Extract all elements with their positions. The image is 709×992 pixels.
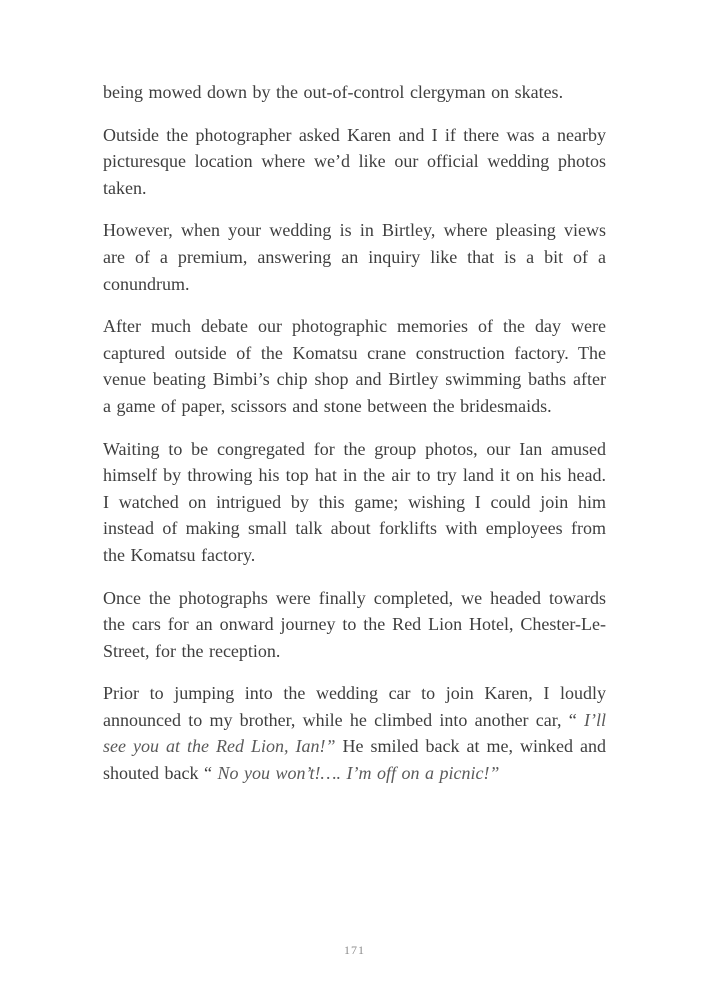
text-run: being mowed down by the out-of-control clergyman on skates. [103, 82, 564, 102]
paragraph [103, 122, 606, 202]
italic-text-run: I’ll see you at the Red Lion, Ian!” [103, 709, 606, 757]
text-run: Waiting to be congregated for the group photos, our Ian amused himself by throwing his top hat in the air to try land it on his head. I watched on intrigued by this game; wishing I could join him instead of making small talk about forklifts with employees from the Komatsu factory. [103, 438, 606, 565]
text-run: After much debate our photographic memories of the day were captured outside of the Komatsu crane construction factory. The venue beating Bimbi’s chip shop and Birtley swimming baths after a game of paper, scissors and stone between the bridesmaids. [103, 316, 606, 416]
paragraph [103, 680, 606, 786]
text-run: However, when your wedding is in Birtley, where pleasing views are of a premium, answering an inquiry like that is a bit of a conundrum. [103, 220, 606, 294]
text-block [103, 79, 606, 787]
paragraph [103, 313, 606, 419]
paragraph [103, 217, 606, 297]
text-run: He smiled back at me, winked and shouted back “ [103, 736, 606, 784]
paragraph [103, 585, 606, 665]
page-number: 171 [344, 943, 365, 957]
paragraph [103, 436, 606, 569]
text-run: Prior to jumping into the wedding car to join Karen, I loudly announced to my brother, while he climbed into another car, “ [103, 683, 606, 730]
italic-text-run: No you won’t!…. I’m off on a picnic!” [217, 763, 500, 784]
text-run: Once the photographs were finally completed, we headed towards the cars for an onward journey to the Red Lion Hotel, Chester-Le-Street, for the reception. [103, 587, 606, 661]
paragraph [103, 79, 606, 106]
text-run: Outside the photographer asked Karen and I if there was a nearby picturesque location where we’d like our official wedding photos taken. [103, 124, 606, 198]
